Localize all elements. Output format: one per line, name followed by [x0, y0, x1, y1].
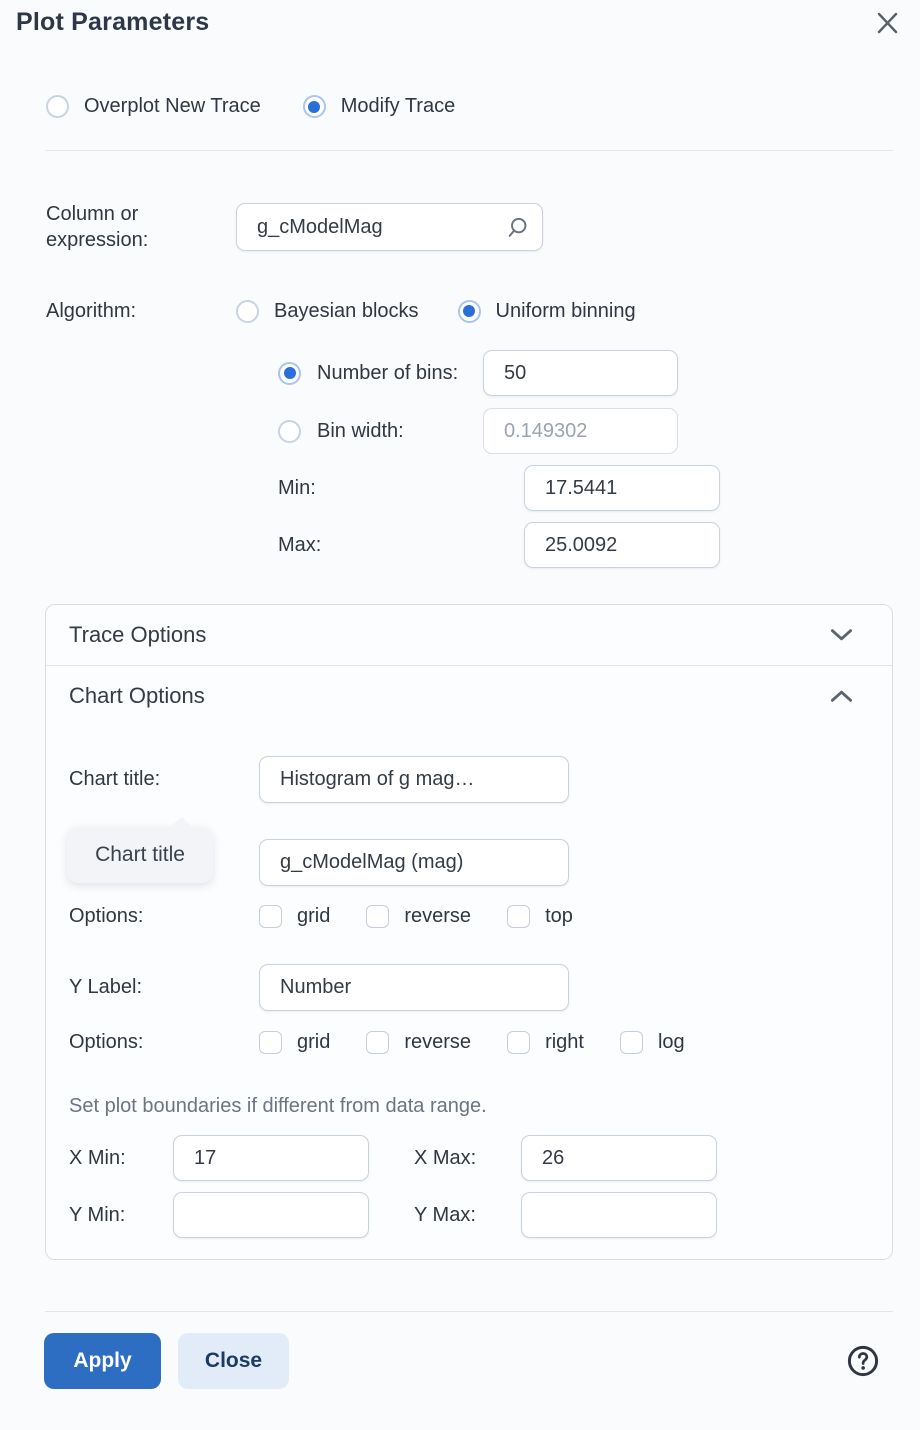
uniform-label: Uniform binning: [495, 299, 636, 322]
footer-divider: [45, 1311, 893, 1312]
max-input[interactable]: [524, 522, 720, 568]
apply-button[interactable]: Apply: [44, 1333, 161, 1389]
max-row: [278, 522, 920, 568]
trace-options-title: Trace Options: [69, 622, 207, 647]
chevron-down-icon: [830, 628, 853, 642]
dialog-header: [0, 0, 920, 37]
checkbox-icon: [366, 1031, 389, 1054]
x-min-input[interactable]: [173, 1135, 369, 1181]
header-divider: [45, 150, 893, 151]
checkbox-icon: [366, 905, 389, 928]
close-button[interactable]: Close: [178, 1333, 289, 1389]
bin-width-input[interactable]: [483, 408, 678, 454]
y-label-row: [69, 964, 892, 1011]
bin-width-row: [278, 408, 920, 454]
radio-overplot-label: Overplot New Trace: [84, 95, 261, 117]
column-search-wrap: [236, 203, 543, 251]
close-icon[interactable]: [874, 10, 900, 36]
checkbox-x-top[interactable]: [507, 905, 573, 928]
trace-mode-group: [46, 95, 920, 118]
boundaries-note: Set plot boundaries if different from data range.: [69, 1095, 487, 1117]
min-label: Min:: [278, 476, 316, 499]
bin-width-label: Bin width:: [317, 419, 404, 442]
chart-options-header[interactable]: [46, 666, 892, 726]
y-label-label: Y Label:: [69, 976, 143, 998]
chart-title-input[interactable]: [259, 756, 569, 803]
checkbox-y-grid[interactable]: [259, 1031, 330, 1054]
y-max-input[interactable]: [521, 1192, 717, 1238]
y-options-row: [69, 1031, 892, 1054]
algorithm-label: Algorithm:: [46, 300, 137, 322]
radio-number-of-bins[interactable]: [278, 362, 301, 385]
help-icon[interactable]: [846, 1344, 880, 1378]
radio-bayesian-blocks[interactable]: [236, 300, 419, 323]
y-label-input[interactable]: [259, 964, 569, 1011]
x-options-label: Options:: [69, 905, 144, 927]
checkbox-icon: [259, 905, 282, 928]
radio-uniform-binning[interactable]: [458, 300, 636, 323]
y-bounds-row: [69, 1192, 892, 1238]
x-bounds-row: [69, 1135, 892, 1181]
y-grid-label: grid: [297, 1031, 331, 1053]
chart-options-title: Chart Options: [69, 683, 205, 708]
y-min-input[interactable]: [173, 1192, 369, 1238]
checkbox-y-reverse[interactable]: [366, 1031, 471, 1054]
radio-bin-width[interactable]: [278, 420, 301, 443]
x-max-input[interactable]: [521, 1135, 717, 1181]
max-label: Max:: [278, 533, 322, 556]
x-min-label: X Min:: [69, 1146, 126, 1169]
radio-modify-trace[interactable]: [303, 95, 455, 118]
radio-circle-icon: [236, 300, 259, 323]
x-label-input[interactable]: [259, 839, 569, 886]
y-log-label: log: [657, 1031, 685, 1053]
checkbox-icon: [507, 905, 530, 928]
x-reverse-label: reverse: [404, 905, 472, 927]
dialog-title: Plot Parameters: [16, 8, 210, 36]
checkbox-y-log[interactable]: [620, 1031, 685, 1054]
radio-selected-icon: [303, 95, 326, 118]
chevron-up-icon: [830, 689, 853, 703]
radio-circle-icon: [46, 95, 69, 118]
checkbox-y-right[interactable]: [507, 1031, 584, 1054]
x-grid-label: grid: [297, 905, 331, 927]
column-expression-row: [46, 201, 920, 253]
radio-selected-icon: [458, 300, 481, 323]
checkbox-icon: [507, 1031, 530, 1054]
chart-title-label: Chart title:: [69, 768, 161, 790]
column-expression-label: Column or expression:: [46, 203, 149, 251]
search-icon[interactable]: [504, 215, 530, 241]
y-options-label: Options:: [69, 1031, 144, 1053]
x-top-label: top: [545, 905, 573, 927]
checkbox-x-reverse[interactable]: [366, 905, 471, 928]
y-right-label: right: [545, 1031, 584, 1053]
chart-title-tooltip: Chart title: [67, 827, 213, 883]
chart-title-row: [69, 756, 892, 803]
options-panel: [45, 604, 893, 1260]
checkbox-icon: [620, 1031, 643, 1054]
column-expression-input[interactable]: [236, 203, 543, 251]
y-reverse-label: reverse: [404, 1031, 472, 1053]
x-max-label: X Max:: [414, 1146, 477, 1169]
min-input[interactable]: [524, 465, 720, 511]
number-of-bins-label: Number of bins:: [317, 361, 459, 384]
radio-overplot-new-trace[interactable]: [46, 95, 261, 118]
min-row: [278, 465, 920, 511]
y-min-label: Y Min:: [69, 1203, 126, 1226]
checkbox-icon: [259, 1031, 282, 1054]
x-options-row: [69, 905, 892, 928]
footer: [44, 1333, 893, 1389]
number-of-bins-input[interactable]: [483, 350, 678, 396]
algorithm-row: [46, 298, 920, 324]
bayesian-label: Bayesian blocks: [274, 299, 419, 322]
checkbox-x-grid[interactable]: [259, 905, 330, 928]
trace-options-header[interactable]: [46, 605, 892, 666]
number-of-bins-row: [278, 350, 920, 396]
chart-options-content: [46, 726, 892, 1259]
x-label-row: [69, 839, 892, 886]
y-max-label: Y Max:: [414, 1203, 476, 1226]
radio-modify-label: Modify Trace: [340, 95, 456, 117]
